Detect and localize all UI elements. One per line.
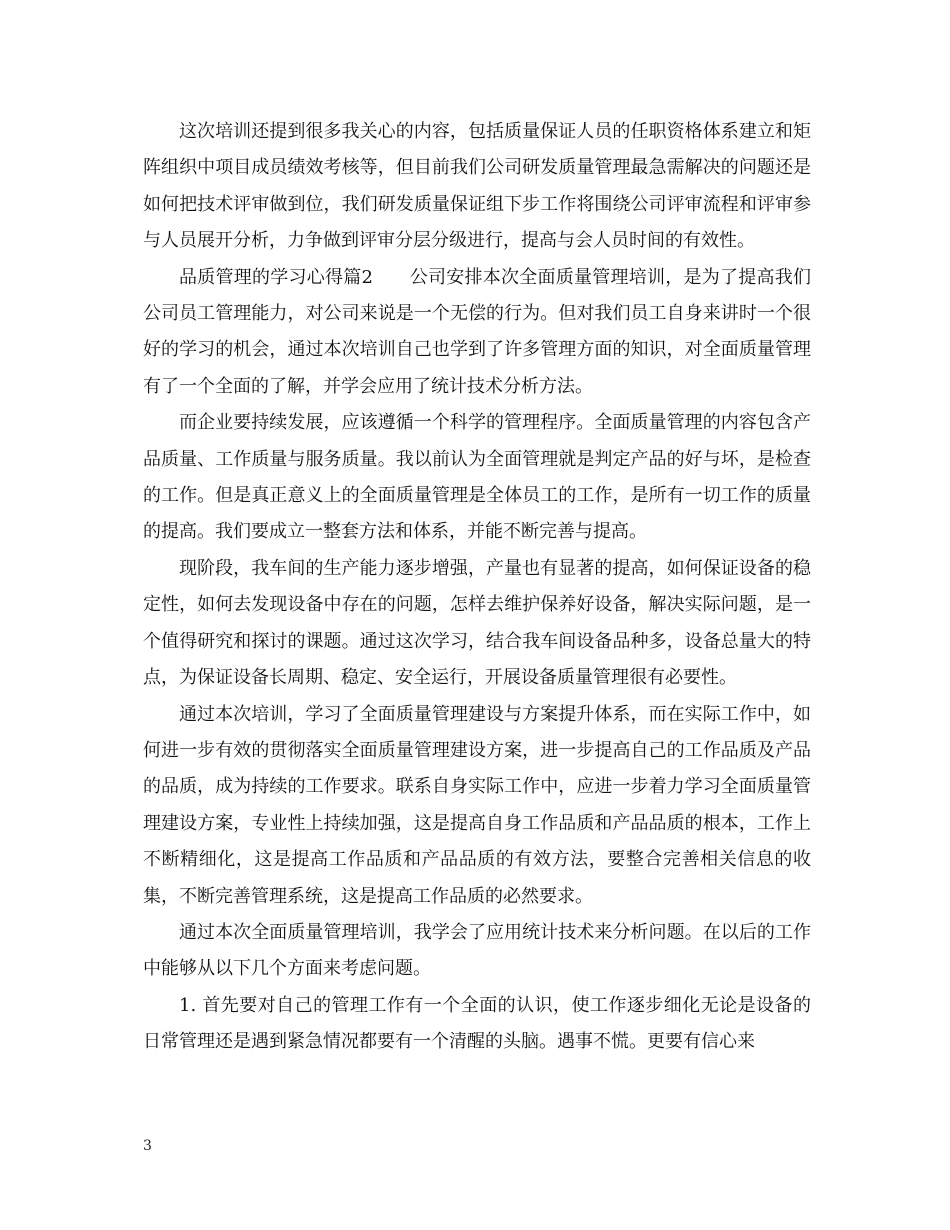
paragraph: 这次培训还提到很多我关心的内容，包括质量保证人员的任职资格体系建立和矩阵组织中项目成员绩效考核等，但目前我们公司研发质量管理最急需解决的问题还是如何把技术评审做到位，我们研发质量保证组下步工作将围绕公司评审流程和评审参与人员展开分析，力争做到评审分层分级进行，提高与会人员时间的有效性。 xyxy=(143,121,811,252)
paragraph: 品质管理的学习心得篇2 公司安排本次全面质量管理培训，是为了提高我们公司员工管理能力，对公司来说是一个无偿的行为。但对我们员工自身来讲时一个很好的学习的机会，通过本次培训自己也学到了许多管理方面的知识，对全面质量管理有了一个全面的了解，并学会应用了统计技术分析方法。 xyxy=(143,266,811,397)
paragraph: 现阶段，我车间的生产能力逐步增强，产量也有显著的提高，如何保证设备的稳定性，如何去发现设备中存在的问题，怎样去维护保养好设备，解决实际问题，是一个值得研究和探讨的课题。通过这次学习，结合我车间设备品种多，设备总量大的特点，为保证设备长周期、稳定、安全运行，开展设备质量管理很有必要性。 xyxy=(143,557,811,689)
body-text xyxy=(143,114,811,1061)
paragraph: 通过本次培训，学习了全面质量管理建设与方案提升体系，而在实际工作中，如何进一步有效的贯彻落实全面质量管理建设方案，进一步提高自己的工作品质及产品的品质，成为持续的工作要求。联系自身实际工作中，应进一步着力学习全面质量管理建设方案，专业性上持续加强，这是提高自身工作品质和产品品质的根本，工作上不断精细化，这是提高工作品质和产品品质的有效方法，要整合完善相关信息的收集，不断完善管理系统，这是提高工作品质的必然要求。 xyxy=(143,703,811,907)
paragraph: 1. 首先要对自己的管理工作有一个全面的认识，使工作逐步细化无论是设备的日常管理还是遇到紧急情况都要有一个清醒的头脑。遇事不慌。更要有信心来 xyxy=(143,994,811,1053)
page-number: 3 xyxy=(143,1138,152,1154)
paragraph: 通过本次全面质量管理培训，我学会了应用统计技术来分析问题。在以后的工作中能够从以下几个方面来考虑问题。 xyxy=(143,921,811,980)
paragraph: 而企业要持续发展，应该遵循一个科学的管理程序。全面质量管理的内容包含产品质量、工作质量与服务质量。我以前认为全面管理就是判定产品的好与坏，是检查的工作。但是真正意义上的全面质量管理是全体员工的工作，是所有一切工作的质量的提高。我们要成立一整套方法和体系，并能不断完善与提高。 xyxy=(143,412,811,543)
